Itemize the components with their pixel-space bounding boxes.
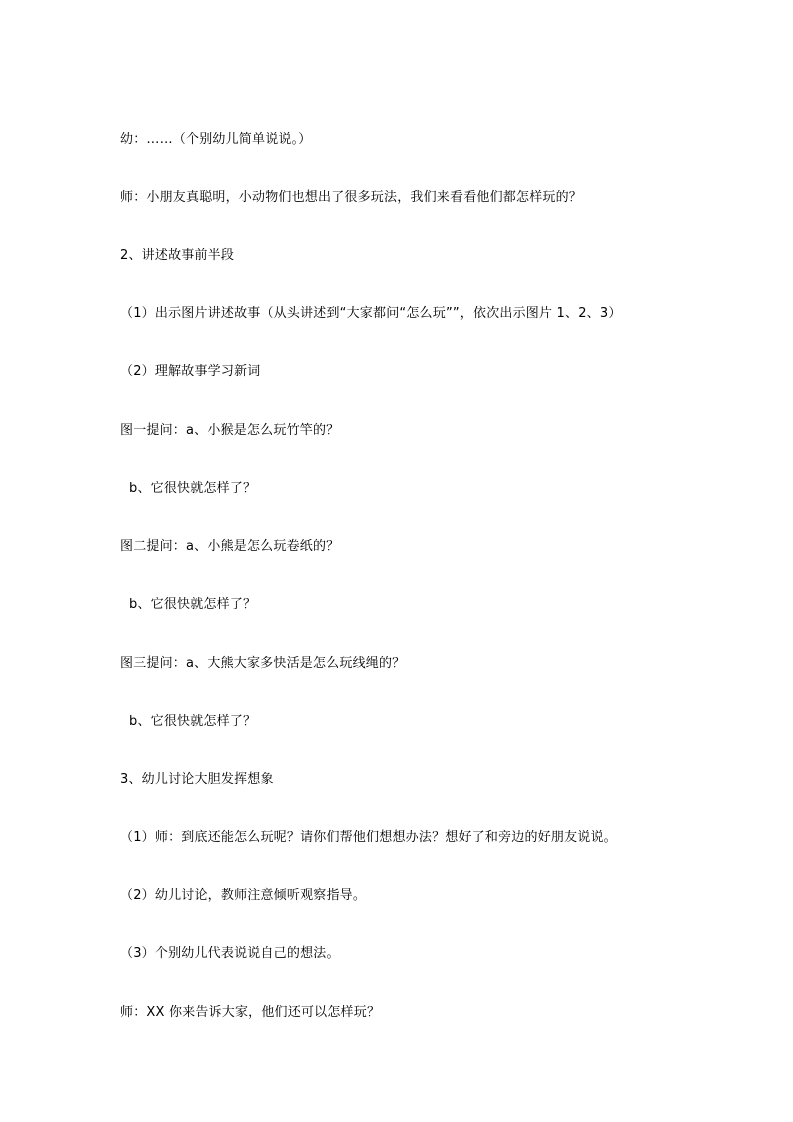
teacher-question-line: 师：XX 你来告诉大家，他们还可以怎样玩？ xyxy=(120,1005,381,1020)
step-show-pictures: （1）出示图片讲述故事（从头讲述到“大家都问“怎么玩””，依次出示图片 1、2、3） xyxy=(120,306,622,321)
step-child-discussion: （2）幼儿讨论，教师注意倾听观察指导。 xyxy=(120,888,367,903)
section-heading-discussion: 3、幼儿讨论大胆发挥想象 xyxy=(120,772,274,787)
picture-one-question-b: b、它很快就怎样了？ xyxy=(129,481,257,496)
picture-three-question-a: 图三提问：a、大熊大家多快活是怎么玩线绳的？ xyxy=(120,656,406,671)
picture-two-question-b: b、它很快就怎样了？ xyxy=(129,597,257,612)
step-share-ideas: （3）个别幼儿代表说说自己的想法。 xyxy=(120,946,340,961)
picture-three-question-b: b、它很快就怎样了？ xyxy=(129,714,257,729)
teacher-praise-line: 师：小朋友真聪明，小动物们也想出了很多玩法，我们来看看他们都怎样玩的？ xyxy=(120,190,583,205)
child-response-line: 幼：……（个别幼儿简单说说。） xyxy=(120,132,312,147)
picture-one-question-a: 图一提问：a、小猴是怎么玩竹竿的？ xyxy=(120,423,340,438)
section-heading-story: 2、讲述故事前半段 xyxy=(120,248,235,263)
picture-two-question-a: 图二提问：a、小熊是怎么玩卷纸的？ xyxy=(120,539,340,554)
step-teacher-prompt: （1）师：到底还能怎么玩呢？请你们帮他们想想办法？想好了和旁边的好朋友说说。 xyxy=(120,830,617,845)
step-learn-words: （2）理解故事学习新词 xyxy=(120,364,261,379)
